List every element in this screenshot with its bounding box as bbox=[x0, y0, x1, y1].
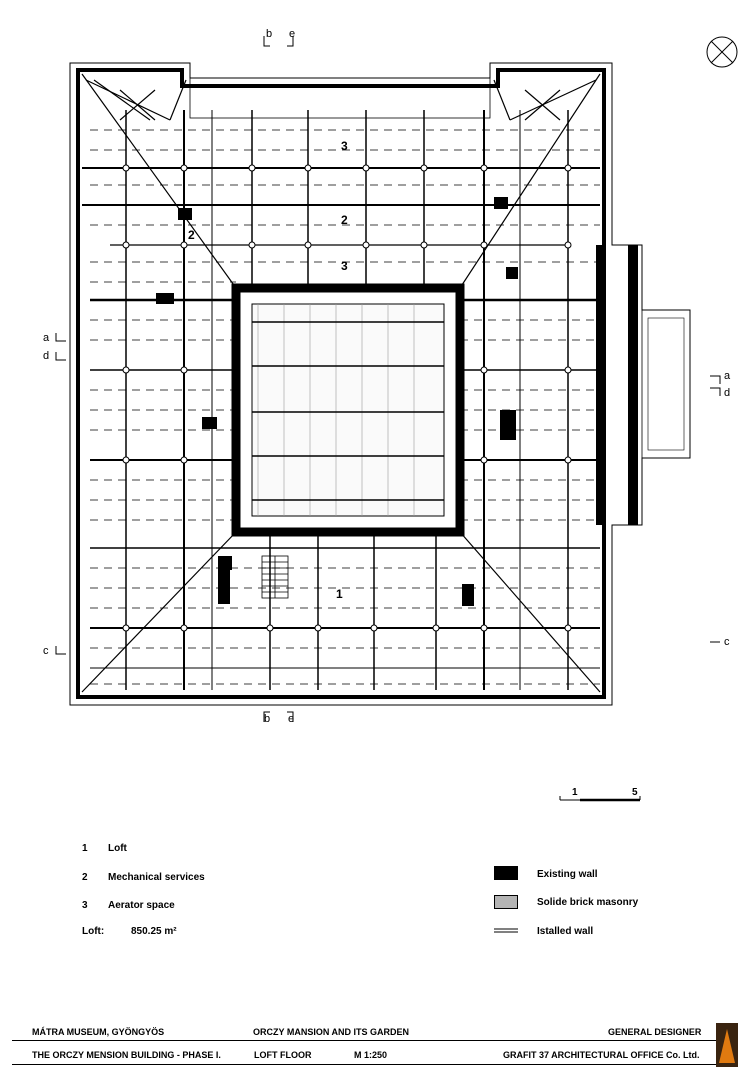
section-label: a bbox=[43, 332, 50, 344]
museum-name: MÁTRA MUSEUM, GYÖNGYÖS bbox=[32, 1027, 165, 1037]
office-name: GRAFIT 37 ARCHITECTURAL OFFICE Co. Ltd. bbox=[503, 1050, 700, 1060]
footer-divider bbox=[12, 1064, 738, 1065]
section-label: c bbox=[43, 645, 49, 657]
section-label: b bbox=[264, 713, 271, 725]
north-arrow-icon bbox=[707, 37, 737, 67]
section-label: e bbox=[289, 28, 296, 40]
legend-room-number: 1 bbox=[82, 843, 88, 854]
room-number-label: 2 bbox=[341, 213, 348, 227]
drawing-scale: M 1:250 bbox=[354, 1050, 388, 1060]
scale-bar-start-label: 1 bbox=[572, 787, 578, 798]
room-number-label: 3 bbox=[341, 139, 348, 153]
footer-divider bbox=[12, 1040, 738, 1041]
section-label: d bbox=[724, 387, 731, 399]
section-label: e bbox=[288, 713, 295, 725]
floor-name: LOFT FLOOR bbox=[254, 1050, 312, 1060]
room-number-label: 1 bbox=[336, 587, 343, 601]
legend-room-number: 3 bbox=[82, 900, 88, 911]
legend-room-label: Mechanical services bbox=[108, 872, 205, 883]
existing-wall-swatch bbox=[494, 866, 518, 880]
room-number-label: 3 bbox=[341, 259, 348, 273]
project-name: ORCZY MANSION AND ITS GARDEN bbox=[253, 1027, 410, 1037]
designer-role: GENERAL DESIGNER bbox=[608, 1027, 702, 1037]
brick-masonry-swatch bbox=[494, 895, 518, 909]
legend-room-label: Aerator space bbox=[108, 900, 175, 911]
legend-room-number: 2 bbox=[82, 872, 88, 883]
building-name: THE ORCZY MENSION BUILDING - PHASE I. bbox=[32, 1050, 221, 1060]
legend-material-label: Solide brick masonry bbox=[537, 897, 639, 908]
legend-room-label: Loft bbox=[108, 843, 127, 854]
legend-material-label: Istalled wall bbox=[537, 926, 594, 937]
legend-material-label: Existing wall bbox=[537, 869, 598, 880]
office-logo-icon bbox=[716, 1023, 738, 1067]
section-label: d bbox=[43, 350, 50, 362]
area-value: 850.25 m² bbox=[131, 926, 177, 937]
staircase bbox=[262, 556, 288, 598]
section-label: a bbox=[724, 370, 731, 382]
section-label: b bbox=[266, 28, 273, 40]
room-number-label: 2 bbox=[188, 228, 195, 242]
central-courtyard bbox=[236, 288, 460, 532]
area-label: Loft: bbox=[82, 926, 105, 937]
section-label: c bbox=[724, 636, 730, 648]
installed-wall-symbol bbox=[494, 929, 518, 932]
scale-bar-end-label: 5 bbox=[632, 787, 638, 798]
